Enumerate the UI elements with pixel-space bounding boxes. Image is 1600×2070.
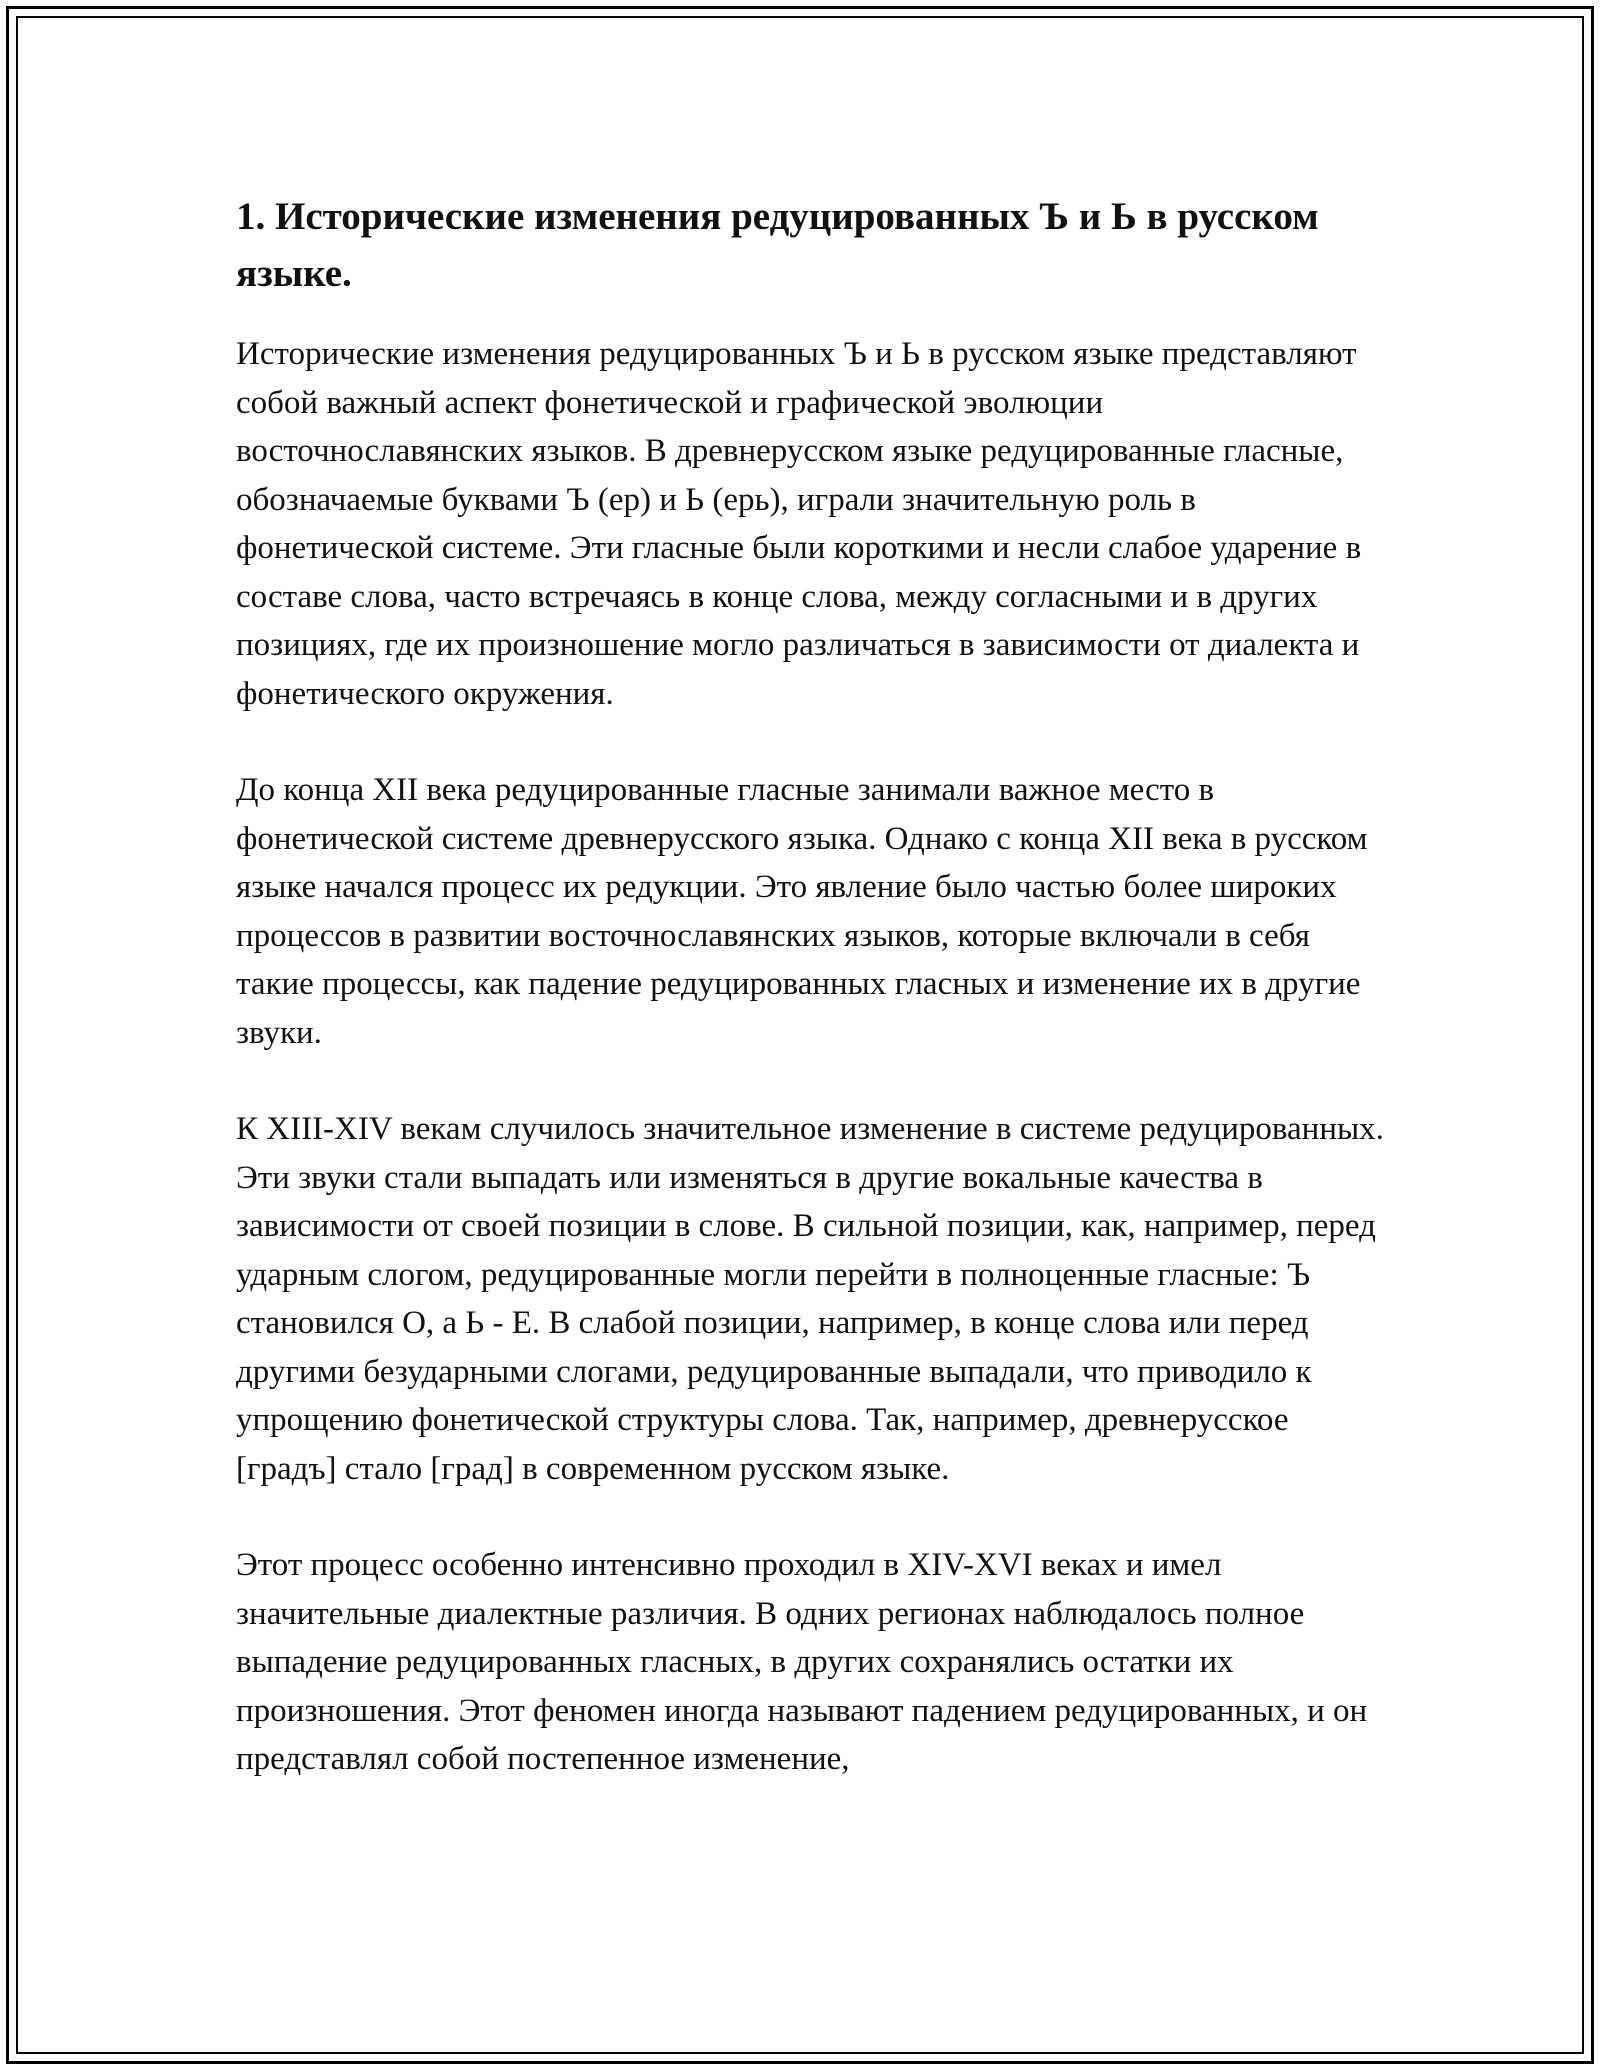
paragraph: Этот процесс особенно интенсивно проходил в XIV-XVI веках и имел значительные диалектные различия. В одних регионах наблюдалось полное выпадение редуцированных гласных, в других сохранялись остатки их произношения. Этот феномен иногда называют падением редуцированных, и он представлял собой постепенное изменение, [236, 1547, 1368, 1777]
document-page [236, 188, 1386, 1832]
paragraph: Исторические изменения редуцированных Ъ и Ь в русском языке представляют собой важный аспект фонетической и графической эволюции восточнославянских языков. В древнерусском языке редуцированные гласные, обозначаемые буквами Ъ (ер) и Ь (ерь), играли значительную роль в фонетической системе. Эти гласные были короткими и несли слабое ударение в составе слова, часто встречаясь в конце слова, между согласными и в других позициях, где их произношение могло различаться в зависимости от диалекта и фонетического окружения. [236, 336, 1362, 712]
paragraph: К XIII-XIV векам случилось значительное изменение в системе редуцированных. Эти звуки стали выпадать или изменяться в другие вокальные качества в зависимости от своей позиции в слове. В сильной позиции, как, например, перед ударным слогом, редуцированные могли перейти в полноценные гласные: Ъ становился О, а Ь - Е. В слабой позиции, например, в конце слова или перед другими безударными слогами, редуцированные выпадали, что приводило к упрощению фонетической структуры слова. Так, например, древнерусское [градъ] стало [град] в современном русском языке. [236, 1111, 1384, 1487]
paragraph: До конца XII века редуцированные гласные занимали важное место в фонетической системе древнерусского языка. Однако с конца XII века в русском языке начался процесс их редукции. Это явление было частью более широких процессов в развитии восточнославянских языков, которые включали в себя такие процессы, как падение редуцированных гласных и изменение их в другие звуки. [236, 772, 1368, 1051]
section-heading: 1. Исторические изменения редуцированных Ъ и Ь в русском языке. [236, 195, 1319, 295]
